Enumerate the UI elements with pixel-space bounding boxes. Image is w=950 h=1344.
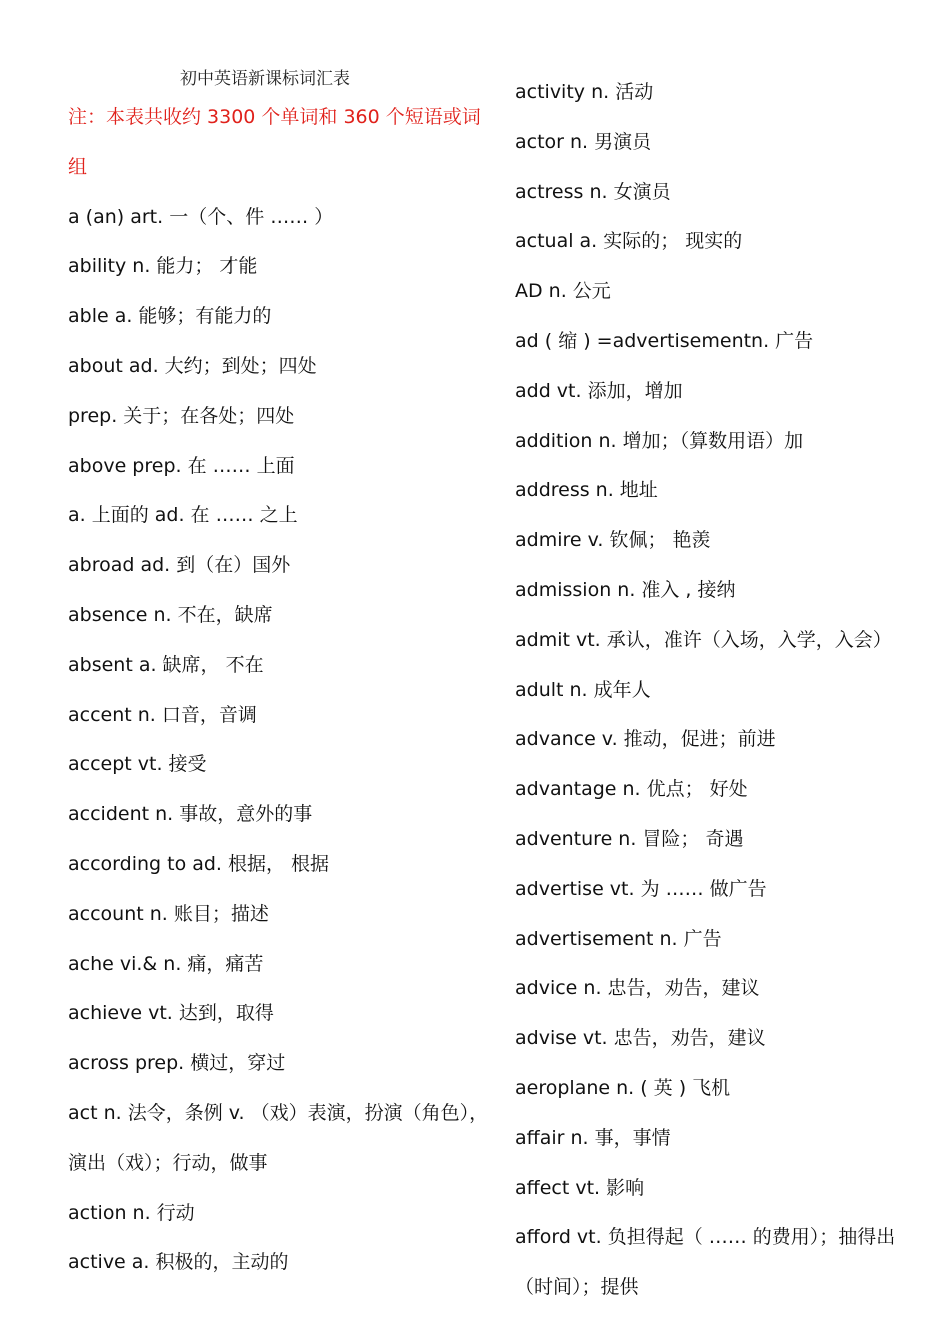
vocab-entry: accept vt. 接受 — [68, 753, 207, 776]
vocab-entry: abroad ad. 到（在）国外 — [68, 554, 291, 577]
vocab-entry: active a. 积极的，主动的 — [68, 1251, 289, 1274]
vocab-entry: add vt. 添加，增加 — [515, 379, 683, 402]
vocab-entry: advice n. 忠告，劝告，建议 — [515, 977, 760, 1000]
vocab-entry: affect vt. 影响 — [515, 1176, 645, 1199]
vocab-entry: absence n. 不在，缺席 — [68, 603, 273, 626]
vocab-entry: about ad. 大约；到处；四处 — [68, 354, 317, 377]
vocab-entry: admire v. 钦佩； 艳羡 — [515, 529, 711, 552]
vocab-entry: actual a. 实际的； 现实的 — [515, 230, 743, 253]
left-column — [68, 101, 488, 1296]
vocab-entry-continuation: （时间）；提供 — [515, 1276, 639, 1299]
vocab-entry-continuation: 演出（戏）；行动，做事 — [68, 1151, 268, 1174]
vocab-entry: a. 上面的 ad. 在 …… 之上 — [68, 504, 298, 527]
vocab-entry: advance v. 推动，促进；前进 — [515, 728, 776, 751]
note-line: 注：本表共收约 3300 个单词和 360 个短语或词 — [68, 106, 481, 128]
vocab-entry: adult n. 成年人 — [515, 678, 651, 701]
vocab-entry: able a. 能够；有能力的 — [68, 305, 272, 328]
vocab-entry: advantage n. 优点； 好处 — [515, 778, 748, 801]
vocab-entry: absent a. 缺席， 不在 — [68, 653, 264, 676]
vocab-entry: action n. 行动 — [68, 1201, 195, 1224]
vocab-entry: affair n. 事，事情 — [515, 1126, 671, 1149]
vocab-entry: address n. 地址 — [515, 479, 658, 502]
vocab-entry: according to ad. 根据， 根据 — [68, 852, 330, 875]
vocab-entry: achieve vt. 达到，取得 — [68, 1002, 274, 1025]
vocab-entry: ad ( 缩 ) =advertisementn. 广告 — [515, 329, 814, 352]
vocab-entry: AD n. 公元 — [515, 280, 611, 303]
vocab-entry: actor n. 男演员 — [515, 130, 652, 153]
vocab-entry: addition n. 增加；（算数用语）加 — [515, 429, 804, 452]
vocab-entry: accent n. 口音，音调 — [68, 703, 257, 726]
vocab-entry: accident n. 事故，意外的事 — [68, 803, 313, 826]
vocab-entry: admission n. 准入 , 接纳 — [515, 578, 736, 601]
note-line: 组 — [68, 155, 88, 178]
page-title: 初中英语新课标词汇表 — [180, 69, 350, 89]
vocab-entry: adventure n. 冒险； 奇遇 — [515, 827, 744, 850]
right-column — [515, 76, 915, 1321]
vocab-entry: across prep. 横过，穿过 — [68, 1052, 286, 1075]
vocab-entry: advertise vt. 为 …… 做广告 — [515, 877, 767, 900]
vocab-entry: above prep. 在 …… 上面 — [68, 454, 295, 477]
vocab-entry: a (an) art. 一（个、件 …… ） — [68, 205, 334, 228]
vocab-entry: act n. 法令，条例 v. （戏）表演，扮演（角色）， — [68, 1101, 489, 1124]
vocab-entry: aeroplane n. ( 英 ) 飞机 — [515, 1076, 731, 1099]
vocab-entry: advise vt. 忠告，劝告，建议 — [515, 1027, 766, 1050]
vocab-entry: afford vt. 负担得起（ …… 的费用）；抽得出 — [515, 1226, 896, 1249]
vocab-entry: advertisement n. 广告 — [515, 927, 722, 950]
vocab-entry: admit vt. 承认，准许（入场，入学，入会） — [515, 628, 892, 651]
vocab-entry: ache vi.& n. 痛，痛苦 — [68, 952, 264, 975]
vocab-entry: actress n. 女演员 — [515, 180, 671, 203]
vocab-entry: prep. 关于；在各处；四处 — [68, 404, 295, 427]
vocab-entry: account n. 账目；描述 — [68, 902, 269, 925]
vocab-entry: activity n. 活动 — [515, 81, 654, 103]
vocab-entry: ability n. 能力； 才能 — [68, 255, 258, 278]
